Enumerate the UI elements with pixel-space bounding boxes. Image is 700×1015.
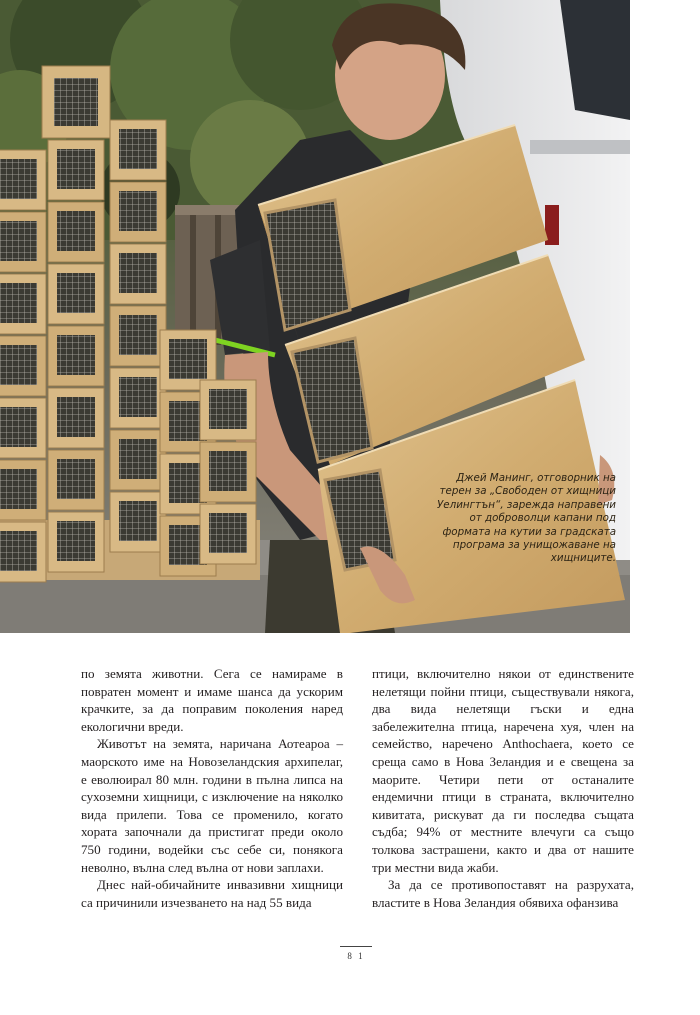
trap-crate <box>110 492 166 552</box>
trap-crate <box>48 140 104 200</box>
trap-crate <box>0 212 46 272</box>
trap-crate <box>48 326 104 386</box>
paragraph-left-2: Животът на земята, наричана Аотеароа – маорското име на Новозеландския архипелаг, е еволюирал 80 млн. години в пълна липса на сухоземни хищници, с изключение на няколко вида прилепи. Това се променило, когато хората започнали да пристигат преди около 750 години, водейки със себе си, понякога неволно, вълна след вълна от нови заплахи. <box>81 736 343 875</box>
trap-crate <box>48 512 104 572</box>
trap-crate <box>200 504 256 564</box>
paragraph-left-3: Днес най-обичайните инвазивни хищници са причинили изчезването на над 55 вида <box>81 877 343 910</box>
trap-crate <box>48 450 104 510</box>
trap-crate <box>110 120 166 180</box>
trap-crate <box>48 388 104 448</box>
trap-crate <box>0 398 46 458</box>
trap-crate-top-mesh <box>54 78 98 126</box>
trap-crate <box>0 460 46 520</box>
trap-crate <box>48 202 104 262</box>
trap-crate <box>0 274 46 334</box>
trap-crate <box>110 368 166 428</box>
trap-crate <box>0 522 46 582</box>
page-number: 8 1 <box>347 951 365 961</box>
trap-crate <box>48 264 104 324</box>
crate-stack-drawing <box>0 0 270 600</box>
paragraph-right-2: За да се противопоставят на разрухата, властите в Нова Зеландия обявиха офанзива <box>372 877 634 910</box>
paragraph-left-1: по земята животни. Сега се намираме в повратен момент и имаме шанса да ускорим крачките, за да поправим поколения наред екологични вреди. <box>81 666 343 734</box>
trap-crate <box>200 442 256 502</box>
trap-crate <box>110 306 166 366</box>
page-number-rule <box>340 946 372 947</box>
trap-crate <box>110 244 166 304</box>
paragraph-right-1: птици, включително някои от единствените нелетящи пойни птици, съществували някога, два вида нелетящи гъски и една забележителна птица, наречена хуя, член на семейство, наречено Anthochaera, което се среща само в Нова Зеландия и е свещена за маорите. Четири пети от останалите ендемични птици в страната, включително кивитата, рискуват да ги последва същата съдба; 94% от местните влечуги са също толкова застрашени, както и два от нашите три местни вида жаби. <box>372 666 634 875</box>
photo-caption-text: Джей Манинг, отговорник на терен за „Свободен от хищници Уелингтън“, зарежда направени от доброволци капани под формата на кутии за градската програма за унищожаване на хищниците. <box>437 472 616 565</box>
trap-crate <box>0 150 46 210</box>
photo-caption <box>426 472 616 566</box>
trap-crate <box>110 182 166 242</box>
article-column-left <box>81 665 343 911</box>
trap-crate <box>0 336 46 396</box>
trap-crate <box>110 430 166 490</box>
article-column-right <box>372 665 634 911</box>
trap-crate <box>200 380 256 440</box>
